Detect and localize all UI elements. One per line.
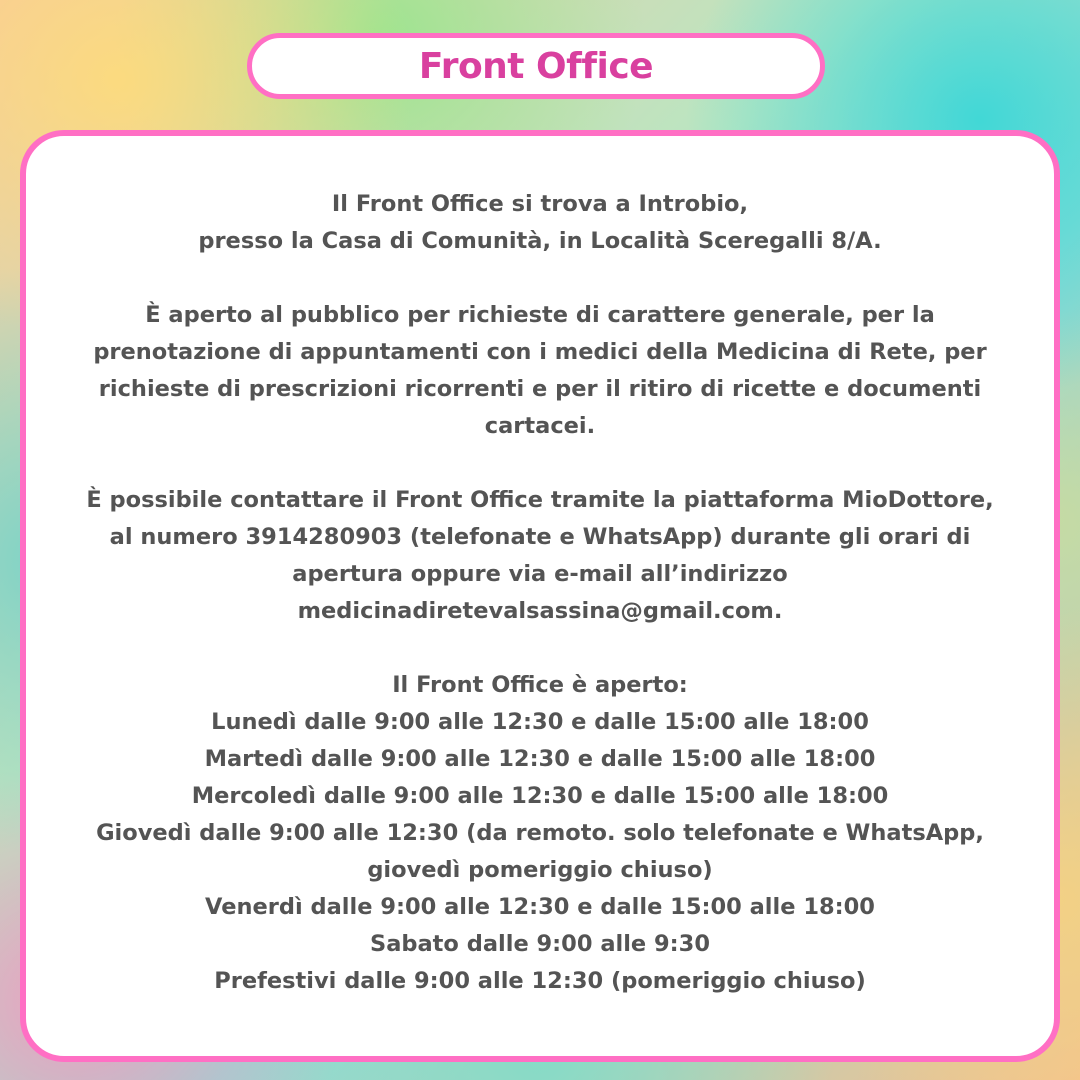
hours-thursday-note: giovedì pomeriggio chiuso): [367, 857, 713, 883]
hours-saturday: Sabato dalle 9:00 alle 9:30: [370, 931, 710, 957]
hours-prefestivi: Prefestivi dalle 9:00 alle 12:30 (pomeriggio chiuso): [214, 968, 866, 994]
location-line: Il Front Office si trova a Introbio,: [331, 191, 749, 217]
services-line: cartacei.: [484, 413, 596, 439]
contact-line: apertura oppure via e-mail all’indirizzo: [292, 561, 788, 587]
info-card: [20, 130, 1060, 1062]
hours-thursday: Giovedì dalle 9:00 alle 12:30 (da remoto. solo telefonate e WhatsApp,: [96, 820, 984, 846]
hours-friday: Venerdì dalle 9:00 alle 12:30 e dalle 15:00 alle 18:00: [205, 894, 875, 920]
hours-heading: Il Front Office è aperto:: [392, 672, 688, 698]
contact-line: È possibile contattare il Front Office tramite la piattaforma MioDottore,: [86, 487, 994, 513]
services-line: prenotazione di appuntamenti con i medici della Medicina di Rete, per: [93, 339, 987, 365]
page-title: Front Office: [418, 45, 654, 87]
info-content: [66, 186, 1014, 1000]
hours-wednesday: Mercoledì dalle 9:00 alle 12:30 e dalle 15:00 alle 18:00: [191, 783, 889, 809]
services-paragraph: [66, 297, 1014, 445]
services-line: È aperto al pubblico per richieste di carattere generale, per la: [145, 302, 935, 328]
contact-line: al numero 3914280903 (telefonate e WhatsApp) durante gli orari di: [109, 524, 971, 550]
hours-paragraph: [66, 667, 1014, 1000]
title-banner: [247, 33, 825, 99]
location-paragraph: [66, 186, 1014, 260]
contact-email: medicinadiretevalsassina@gmail.com.: [297, 598, 783, 624]
hours-tuesday: Martedì dalle 9:00 alle 12:30 e dalle 15:00 alle 18:00: [204, 746, 876, 772]
location-line: presso la Casa di Comunità, in Località Sceregalli 8/A.: [198, 228, 882, 254]
services-line: richieste di prescrizioni ricorrenti e per il ritiro di ricette e documenti: [98, 376, 982, 402]
hours-monday: Lunedì dalle 9:00 alle 12:30 e dalle 15:00 alle 18:00: [211, 709, 869, 735]
contact-paragraph: [66, 482, 1014, 630]
